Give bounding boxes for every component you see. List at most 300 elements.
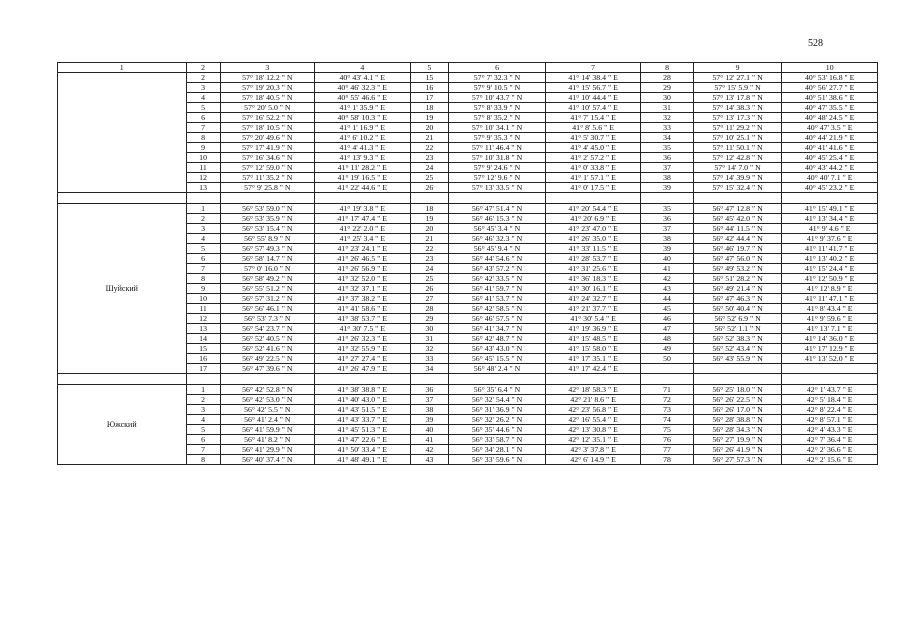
table-cell: 41° 17' 12.9 " E bbox=[782, 344, 878, 354]
table-cell: 1 bbox=[186, 385, 220, 395]
table-cell: 30 bbox=[641, 93, 693, 103]
table-cell: 13 bbox=[186, 324, 220, 334]
table-cell: 56° 42' 44.4 " N bbox=[693, 234, 782, 244]
table-cell: 2 bbox=[186, 73, 220, 83]
table-cell: 56° 57' 31.2 " N bbox=[220, 294, 314, 304]
table-cell: 56° 25' 18.0 " N bbox=[693, 385, 782, 395]
table-cell: 41° 27' 27.4 " E bbox=[315, 354, 411, 364]
table-cell: 22 bbox=[410, 244, 449, 254]
table-cell: 41° 47' 22.6 " E bbox=[315, 435, 411, 445]
table-row bbox=[58, 385, 878, 395]
table-cell: 56° 51' 28.2 " N bbox=[693, 274, 782, 284]
separator-row bbox=[58, 374, 878, 385]
table-cell: 56° 55' 8.9 " N bbox=[220, 234, 314, 244]
table-cell: 12 bbox=[186, 173, 220, 183]
table-cell: 73 bbox=[641, 405, 693, 415]
table-cell: 42° 5' 18.4 " E bbox=[782, 395, 878, 405]
table-cell: 45 bbox=[641, 304, 693, 314]
table-cell: 19 bbox=[410, 113, 449, 123]
table-cell: 57° 18' 10.5 " N bbox=[220, 123, 314, 133]
table-cell: 17 bbox=[186, 364, 220, 374]
table-cell: 57° 9' 10.5 " N bbox=[449, 83, 546, 93]
table-cell: 41° 0' 33.8 " E bbox=[545, 163, 641, 173]
table-cell: 11 bbox=[186, 163, 220, 173]
table-cell: 5 bbox=[186, 244, 220, 254]
table-cell: 41° 37' 38.2 " E bbox=[315, 294, 411, 304]
table-cell: 41° 12' 8.9 " E bbox=[782, 284, 878, 294]
table-cell: 42° 13' 30.8 " E bbox=[545, 425, 641, 435]
table-cell: 41° 15' 49.1 " E bbox=[782, 204, 878, 214]
table-cell: 41° 17' 47.4 " E bbox=[315, 214, 411, 224]
table-cell: 4 bbox=[186, 415, 220, 425]
table-cell: 41° 14' 36.0 " E bbox=[782, 334, 878, 344]
table-cell: 56° 26' 17.0 " N bbox=[693, 405, 782, 415]
table-cell: 6 bbox=[186, 113, 220, 123]
district-cell bbox=[58, 73, 187, 193]
table-cell: 56° 27' 19.9 " N bbox=[693, 435, 782, 445]
table-cell: 33 bbox=[641, 123, 693, 133]
column-header: 9 bbox=[693, 63, 782, 73]
table-cell: 41° 15' 56.7 " E bbox=[545, 83, 641, 93]
table-cell: 56° 42' 58.5 " N bbox=[449, 304, 546, 314]
empty-cell bbox=[410, 193, 449, 204]
empty-cell bbox=[641, 193, 693, 204]
table-cell: 56° 45' 9.4 " N bbox=[449, 244, 546, 254]
table-cell: 39 bbox=[641, 183, 693, 193]
table-cell: 32 bbox=[641, 113, 693, 123]
table-cell: 41° 40' 43.0 " E bbox=[315, 395, 411, 405]
table-cell: 56° 55' 51.2 " N bbox=[220, 284, 314, 294]
table-cell: 3 bbox=[186, 405, 220, 415]
table-cell: 24 bbox=[410, 264, 449, 274]
table-cell: 41° 19' 36.9 " E bbox=[545, 324, 641, 334]
empty-cell bbox=[693, 193, 782, 204]
table-cell: 42° 16' 55.4 " E bbox=[545, 415, 641, 425]
table-cell: 40° 46' 32.3 " E bbox=[315, 83, 411, 93]
table-cell: 14 bbox=[186, 334, 220, 344]
table-cell: 18 bbox=[410, 204, 449, 214]
table-cell: 56° 53' 35.9 " N bbox=[220, 214, 314, 224]
table-cell: 6 bbox=[186, 435, 220, 445]
table-cell: 42° 23' 56.8 " E bbox=[545, 405, 641, 415]
table-cell: 56° 49' 21.4 " N bbox=[693, 284, 782, 294]
table-cell: 56° 41' 34.7 " N bbox=[449, 324, 546, 334]
table-cell: 41° 26' 46.5 " E bbox=[315, 254, 411, 264]
empty-cell bbox=[641, 374, 693, 385]
table-cell: 56° 47' 46.3 " N bbox=[693, 294, 782, 304]
table-cell: 39 bbox=[410, 415, 449, 425]
table-cell: 56° 45' 3.4 " N bbox=[449, 224, 546, 234]
table-cell: 41° 38' 53.7 " E bbox=[315, 314, 411, 324]
table-cell: 46 bbox=[641, 314, 693, 324]
table-cell: 57° 15' 32.4 " N bbox=[693, 183, 782, 193]
table-cell: 8 bbox=[186, 133, 220, 143]
empty-cell bbox=[58, 374, 187, 385]
table-cell: 2 bbox=[186, 214, 220, 224]
empty-cell bbox=[410, 374, 449, 385]
table-cell: 42° 2' 15.6 " E bbox=[782, 455, 878, 465]
table-cell: 56° 52' 43.4 " N bbox=[693, 344, 782, 354]
table-cell: 56° 58' 14.7 " N bbox=[220, 254, 314, 264]
district-cell: Южский bbox=[58, 385, 187, 465]
table-cell: 57° 11' 35.2 " N bbox=[220, 173, 314, 183]
table-cell: 37 bbox=[641, 224, 693, 234]
table-cell: 57° 10' 34.1 " N bbox=[449, 123, 546, 133]
table-cell: 42° 8' 57.1 " E bbox=[782, 415, 878, 425]
table-cell: 41° 41' 58.6 " E bbox=[315, 304, 411, 314]
table-cell bbox=[641, 364, 693, 374]
table-cell: 56° 43' 57.2 " N bbox=[449, 264, 546, 274]
table-cell: 56° 48' 2.4 " N bbox=[449, 364, 546, 374]
table-cell: 57° 18' 12.2 " N bbox=[220, 73, 314, 83]
table-cell: 43 bbox=[410, 455, 449, 465]
table-cell: 42° 4' 43.3 " E bbox=[782, 425, 878, 435]
table-cell: 56° 31' 36.9 " N bbox=[449, 405, 546, 415]
column-header: 4 bbox=[315, 63, 411, 73]
table-cell: 42° 21' 8.6 " E bbox=[545, 395, 641, 405]
table-cell: 41° 20' 54.4 " E bbox=[545, 204, 641, 214]
table-cell: 41° 11' 47.1 " E bbox=[782, 294, 878, 304]
table-cell: 27 bbox=[410, 294, 449, 304]
table-cell: 41° 22' 2.0 " E bbox=[315, 224, 411, 234]
table-cell: 41° 0' 17.5 " E bbox=[545, 183, 641, 193]
table-cell: 16 bbox=[186, 354, 220, 364]
table-cell: 56° 52' 1.1 " N bbox=[693, 324, 782, 334]
empty-cell bbox=[220, 374, 314, 385]
table-cell: 74 bbox=[641, 415, 693, 425]
table-cell: 57° 15' 5.9 " N bbox=[693, 83, 782, 93]
table-cell: 42° 7' 36.4 " E bbox=[782, 435, 878, 445]
table-cell: 41° 9' 37.6 " E bbox=[782, 234, 878, 244]
table-cell: 56° 47' 39.6 " N bbox=[220, 364, 314, 374]
table-cell: 35 bbox=[641, 204, 693, 214]
table-cell: 40° 40' 7.1 " E bbox=[782, 173, 878, 183]
table-cell: 57° 10' 31.8 " N bbox=[449, 153, 546, 163]
table-cell: 41° 1' 57.1 " E bbox=[545, 173, 641, 183]
table-cell: 57° 14' 7.0 " N bbox=[693, 163, 782, 173]
table-cell: 24 bbox=[410, 163, 449, 173]
table-cell: 41° 11' 41.7 " E bbox=[782, 244, 878, 254]
empty-cell bbox=[186, 374, 220, 385]
table-cell: 57° 11' 29.2 " N bbox=[693, 123, 782, 133]
table-cell: 56° 53' 15.4 " N bbox=[220, 224, 314, 234]
table-cell: 41° 4' 45.0 " E bbox=[545, 143, 641, 153]
table-cell: 56° 27' 57.3 " N bbox=[693, 455, 782, 465]
table-cell: 41° 2' 57.2 " E bbox=[545, 153, 641, 163]
table-cell: 48 bbox=[641, 334, 693, 344]
table-cell: 41° 6' 10.2 " E bbox=[315, 133, 411, 143]
table-cell: 41° 10' 57.4 " E bbox=[545, 103, 641, 113]
table-cell: 42° 1' 43.7 " E bbox=[782, 385, 878, 395]
table-cell: 56° 40' 37.4 " N bbox=[220, 455, 314, 465]
table-cell: 36 bbox=[641, 214, 693, 224]
table-cell: 41° 26' 32.3 " E bbox=[315, 334, 411, 344]
table-cell: 41° 38' 38.8 " E bbox=[315, 385, 411, 395]
table-cell: 56° 26' 22.5 " N bbox=[693, 395, 782, 405]
table-cell: 41° 24' 32.7 " E bbox=[545, 294, 641, 304]
table-cell: 56° 52' 38.3 " N bbox=[693, 334, 782, 344]
table-cell: 56° 46' 32.3 " N bbox=[449, 234, 546, 244]
table-cell: 57° 9' 25.8 " N bbox=[220, 183, 314, 193]
table-cell: 56° 54' 23.7 " N bbox=[220, 324, 314, 334]
table-cell: 5 bbox=[186, 425, 220, 435]
table-cell: 21 bbox=[410, 133, 449, 143]
table-cell: 47 bbox=[641, 324, 693, 334]
empty-cell bbox=[449, 193, 546, 204]
table-cell: 20 bbox=[410, 224, 449, 234]
table-cell: 75 bbox=[641, 425, 693, 435]
table-cell: 37 bbox=[641, 163, 693, 173]
table-cell: 41° 19' 16.5 " E bbox=[315, 173, 411, 183]
table-cell: 56° 43' 55.9 " N bbox=[693, 354, 782, 364]
table-cell: 41° 1' 35.9 " E bbox=[315, 103, 411, 113]
table-cell: 40° 44' 21.9 " E bbox=[782, 133, 878, 143]
table-cell: 57° 11' 50.1 " N bbox=[693, 143, 782, 153]
table-cell: 3 bbox=[186, 83, 220, 93]
table-cell: 43 bbox=[641, 284, 693, 294]
table-cell: 41° 13' 7.1 " E bbox=[782, 324, 878, 334]
table-cell: 41° 26' 56.9 " E bbox=[315, 264, 411, 274]
table-cell: 20 bbox=[410, 123, 449, 133]
empty-cell bbox=[782, 374, 878, 385]
table-cell: 36 bbox=[641, 153, 693, 163]
table-cell: 41° 17' 35.1 " E bbox=[545, 354, 641, 364]
table-cell: 57° 14' 39.9 " N bbox=[693, 173, 782, 183]
table-cell: 41° 43' 51.5 " E bbox=[315, 405, 411, 415]
table-cell: 40 bbox=[410, 425, 449, 435]
table-cell: 56° 58' 49.2 " N bbox=[220, 274, 314, 284]
table-cell: 56° 35' 44.6 " N bbox=[449, 425, 546, 435]
table-cell: 57° 12' 42.8 " N bbox=[693, 153, 782, 163]
table-cell: 41° 1' 16.9 " E bbox=[315, 123, 411, 133]
table-cell: 34 bbox=[641, 133, 693, 143]
table-cell: 41° 13' 34.4 " E bbox=[782, 214, 878, 224]
table-row bbox=[58, 73, 878, 83]
table-cell: 42° 6' 14.9 " E bbox=[545, 455, 641, 465]
table-cell: 41° 11' 28.2 " E bbox=[315, 163, 411, 173]
empty-cell bbox=[315, 374, 411, 385]
table-cell: 57° 7' 32.3 " N bbox=[449, 73, 546, 83]
table-cell: 19 bbox=[410, 214, 449, 224]
table-cell: 42° 3' 37.8 " E bbox=[545, 445, 641, 455]
table-cell: 41° 19' 3.8 " E bbox=[315, 204, 411, 214]
table-cell: 56° 45' 42.0 " N bbox=[693, 214, 782, 224]
table-cell: 56° 42' 52.8 " N bbox=[220, 385, 314, 395]
table-cell: 12 bbox=[186, 314, 220, 324]
table-cell: 56° 50' 40.4 " N bbox=[693, 304, 782, 314]
table-cell: 40° 55' 46.6 " E bbox=[315, 93, 411, 103]
table-cell: 56° 35' 6.4 " N bbox=[449, 385, 546, 395]
table-cell: 56° 57' 49.3 " N bbox=[220, 244, 314, 254]
column-header: 1 bbox=[58, 63, 187, 73]
table-cell: 40° 53' 16.8 " E bbox=[782, 73, 878, 83]
table-cell: 56° 42' 53.0 " N bbox=[220, 395, 314, 405]
table-cell: 56° 46' 57.5 " N bbox=[449, 314, 546, 324]
table-cell: 41° 13' 52.0 " E bbox=[782, 354, 878, 364]
empty-cell bbox=[545, 193, 641, 204]
table-cell: 57° 18' 40.5 " N bbox=[220, 93, 314, 103]
table-cell: 9 bbox=[186, 143, 220, 153]
table-cell: 56° 33' 59.6 " N bbox=[449, 455, 546, 465]
table-cell: 56° 41' 59.9 " N bbox=[220, 425, 314, 435]
table-cell: 41° 30' 16.1 " E bbox=[545, 284, 641, 294]
table-cell: 21 bbox=[410, 234, 449, 244]
table-cell: 41° 32' 52.0 " E bbox=[315, 274, 411, 284]
table-cell: 56° 44' 11.5 " N bbox=[693, 224, 782, 234]
column-header: 7 bbox=[545, 63, 641, 73]
table-cell: 6 bbox=[186, 254, 220, 264]
empty-cell bbox=[449, 374, 546, 385]
table-cell: 78 bbox=[641, 455, 693, 465]
table-cell: 41° 50' 33.4 " E bbox=[315, 445, 411, 455]
table-cell: 22 bbox=[410, 143, 449, 153]
empty-cell bbox=[782, 193, 878, 204]
table-cell: 41 bbox=[641, 264, 693, 274]
table-cell: 41° 43' 33.7 " E bbox=[315, 415, 411, 425]
district-cell: Шуйский bbox=[58, 204, 187, 374]
page-number: 528 bbox=[808, 38, 823, 49]
table-cell: 41° 32' 55.9 " E bbox=[315, 344, 411, 354]
table-cell: 56° 26' 41.9 " N bbox=[693, 445, 782, 455]
table-cell: 56° 28' 34.3 " N bbox=[693, 425, 782, 435]
table-cell: 13 bbox=[186, 183, 220, 193]
table-cell: 42° 8' 22.4 " E bbox=[782, 405, 878, 415]
table-cell: 41° 9' 4.6 " E bbox=[782, 224, 878, 234]
table-cell: 5 bbox=[186, 103, 220, 113]
table-cell: 56° 49' 22.5 " N bbox=[220, 354, 314, 364]
table-cell: 56° 41' 59.7 " N bbox=[449, 284, 546, 294]
table-cell: 8 bbox=[186, 274, 220, 284]
empty-cell bbox=[220, 193, 314, 204]
table-cell: 16 bbox=[410, 83, 449, 93]
table-cell: 26 bbox=[410, 183, 449, 193]
table-cell: 57° 16' 52.2 " N bbox=[220, 113, 314, 123]
table-cell: 41° 30' 5.4 " E bbox=[545, 314, 641, 324]
table-cell: 56° 28' 38.8 " N bbox=[693, 415, 782, 425]
table-cell: 38 bbox=[641, 173, 693, 183]
table-cell: 56° 41' 2.4 " N bbox=[220, 415, 314, 425]
table-cell: 56° 41' 53.7 " N bbox=[449, 294, 546, 304]
table-cell: 77 bbox=[641, 445, 693, 455]
table-cell: 56° 41' 29.9 " N bbox=[220, 445, 314, 455]
table-cell: 41° 8' 5.6 " E bbox=[545, 123, 641, 133]
table-cell: 72 bbox=[641, 395, 693, 405]
table-cell: 56° 41' 8.2 " N bbox=[220, 435, 314, 445]
column-header: 8 bbox=[641, 63, 693, 73]
table-cell: 40° 47' 3.5 " E bbox=[782, 123, 878, 133]
table-cell: 56° 49' 53.2 " N bbox=[693, 264, 782, 274]
table-cell: 56° 52' 40.5 " N bbox=[220, 334, 314, 344]
table-cell: 23 bbox=[410, 153, 449, 163]
table-cell: 9 bbox=[186, 284, 220, 294]
table-cell: 42° 2' 36.6 " E bbox=[782, 445, 878, 455]
table-cell: 41° 17' 42.4 " E bbox=[545, 364, 641, 374]
table-cell: 31 bbox=[641, 103, 693, 113]
table-cell: 41° 15' 48.5 " E bbox=[545, 334, 641, 344]
table-cell: 56° 52' 41.6 " N bbox=[220, 344, 314, 354]
table-cell: 56° 42' 5.5 " N bbox=[220, 405, 314, 415]
table-cell: 49 bbox=[641, 344, 693, 354]
table-cell: 25 bbox=[410, 274, 449, 284]
table-cell: 28 bbox=[641, 73, 693, 83]
empty-cell bbox=[186, 193, 220, 204]
table-cell: 41° 32' 37.1 " E bbox=[315, 284, 411, 294]
table-cell: 57° 10' 43.7 " N bbox=[449, 93, 546, 103]
table-cell: 57° 11' 46.4 " N bbox=[449, 143, 546, 153]
table-cell: 41° 20' 6.9 " E bbox=[545, 214, 641, 224]
table-cell: 41° 13' 9.3 " E bbox=[315, 153, 411, 163]
table-cell: 39 bbox=[641, 244, 693, 254]
table-cell: 28 bbox=[410, 304, 449, 314]
table-cell: 10 bbox=[186, 153, 220, 163]
table-cell: 41° 26' 35.0 " E bbox=[545, 234, 641, 244]
table-cell: 56° 42' 33.5 " N bbox=[449, 274, 546, 284]
table-cell: 56° 56' 46.1 " N bbox=[220, 304, 314, 314]
table-cell: 57° 8' 33.9 " N bbox=[449, 103, 546, 113]
table-cell: 7 bbox=[186, 445, 220, 455]
table-cell: 41° 28' 53.7 " E bbox=[545, 254, 641, 264]
table-cell: 23 bbox=[410, 254, 449, 264]
empty-cell bbox=[693, 374, 782, 385]
table-cell: 57° 9' 35.3 " N bbox=[449, 133, 546, 143]
table-cell: 40° 56' 27.7 " E bbox=[782, 83, 878, 93]
table-cell: 42° 18' 58.3 " E bbox=[545, 385, 641, 395]
table-cell: 4 bbox=[186, 234, 220, 244]
table-cell: 57° 12' 27.1 " N bbox=[693, 73, 782, 83]
table-cell: 71 bbox=[641, 385, 693, 395]
table-cell: 56° 42' 48.7 " N bbox=[449, 334, 546, 344]
table-row bbox=[58, 204, 878, 214]
column-header: 5 bbox=[410, 63, 449, 73]
table-cell: 15 bbox=[410, 73, 449, 83]
table-cell: 29 bbox=[410, 314, 449, 324]
empty-cell bbox=[58, 193, 187, 204]
column-header: 3 bbox=[220, 63, 314, 73]
table-cell: 41° 33' 11.5 " E bbox=[545, 244, 641, 254]
table-cell: 57° 19' 20.3 " N bbox=[220, 83, 314, 93]
table-cell: 41° 4' 41.3 " E bbox=[315, 143, 411, 153]
table-cell: 37 bbox=[410, 395, 449, 405]
table-cell: 56° 46' 19.7 " N bbox=[693, 244, 782, 254]
table-cell bbox=[782, 364, 878, 374]
table-cell: 41° 9' 59.6 " E bbox=[782, 314, 878, 324]
table-cell: 41° 7' 15.4 " E bbox=[545, 113, 641, 123]
table-cell: 40° 45' 23.2 " E bbox=[782, 183, 878, 193]
table-cell: 56° 47' 51.4 " N bbox=[449, 204, 546, 214]
table-cell: 11 bbox=[186, 304, 220, 314]
table-cell: 2 bbox=[186, 395, 220, 405]
table-cell: 56° 46' 15.3 " N bbox=[449, 214, 546, 224]
table-cell: 57° 13' 17.8 " N bbox=[693, 93, 782, 103]
table-cell: 15 bbox=[186, 344, 220, 354]
table-cell: 57° 12' 59.0 " N bbox=[220, 163, 314, 173]
table-cell: 57° 13' 17.3 " N bbox=[693, 113, 782, 123]
table-cell: 40° 41' 41.6 " E bbox=[782, 143, 878, 153]
table-cell: 40° 48' 24.5 " E bbox=[782, 113, 878, 123]
table-cell: 57° 20' 49.6 " N bbox=[220, 133, 314, 143]
table-cell: 7 bbox=[186, 264, 220, 274]
table-cell: 41° 26' 47.9 " E bbox=[315, 364, 411, 374]
table-cell: 40° 58' 10.3 " E bbox=[315, 113, 411, 123]
table-cell: 34 bbox=[410, 364, 449, 374]
table-cell: 36 bbox=[410, 385, 449, 395]
coordinates-table bbox=[57, 62, 878, 465]
table-cell: 29 bbox=[641, 83, 693, 93]
table-cell: 8 bbox=[186, 455, 220, 465]
table-cell: 7 bbox=[186, 123, 220, 133]
table-cell: 41° 23' 24.1 " E bbox=[315, 244, 411, 254]
table-cell: 44 bbox=[641, 294, 693, 304]
